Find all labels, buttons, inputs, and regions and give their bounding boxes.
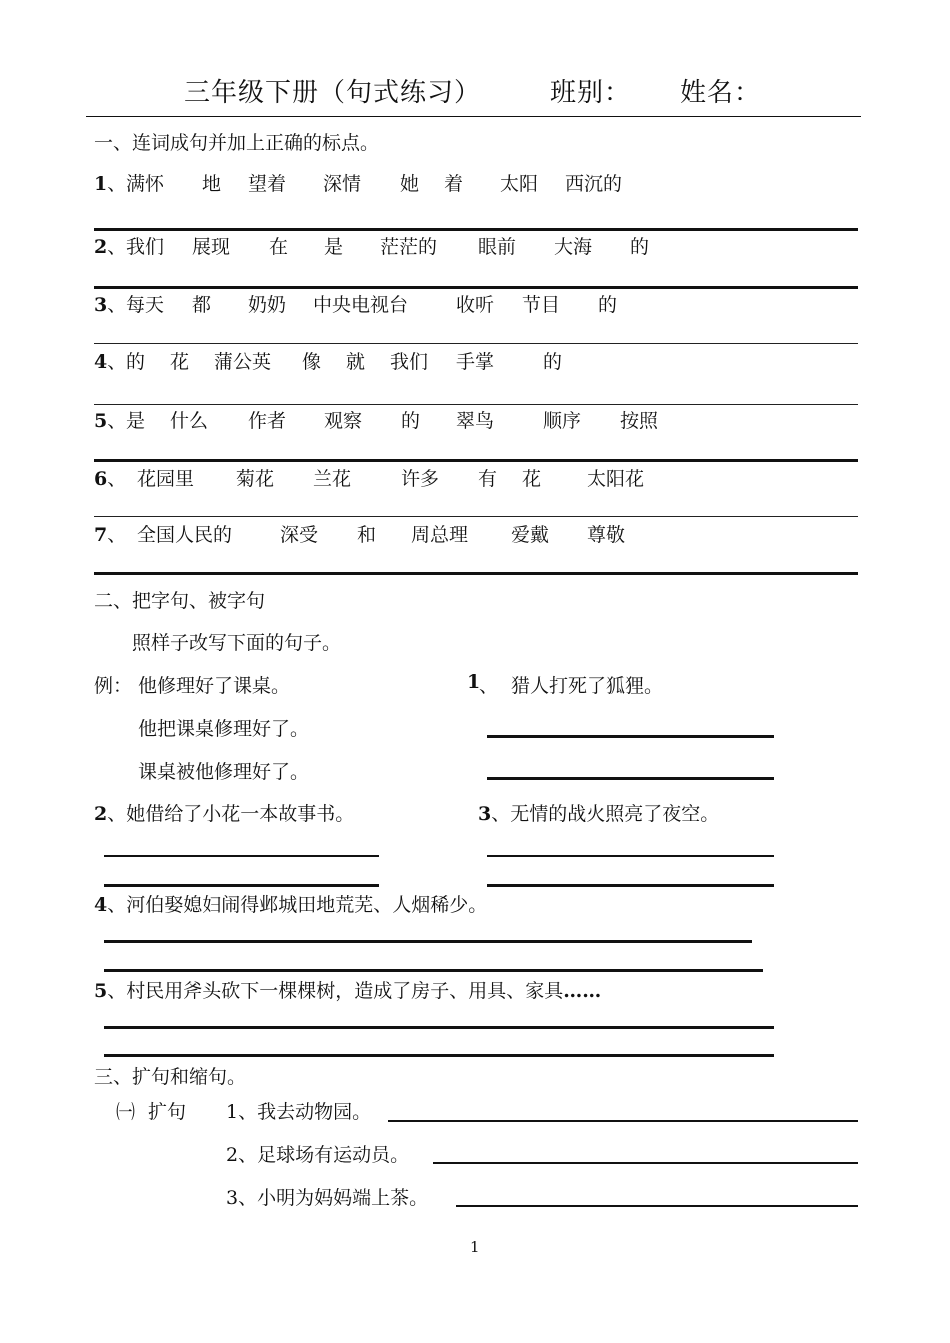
exercise-3-word: 收听 — [456, 294, 495, 316]
q1-answer-line-ba[interactable] — [487, 735, 774, 738]
section2-instruction: 照样子改写下面的句子。 — [132, 632, 342, 654]
exercise-separator: 、 — [107, 468, 127, 490]
exercise-6-word: 许多 — [401, 468, 440, 490]
exercise-separator: 、 — [107, 351, 127, 373]
q5-ellipsis: …… — [563, 980, 602, 1002]
exercise-5-word: 什么 — [170, 410, 209, 432]
exercise-6-number — [94, 464, 126, 491]
expand-item-3: 3、小明为妈妈端上茶。 — [226, 1187, 429, 1209]
exercise-1-word: 着 — [444, 173, 464, 195]
exercise-6-word: 花 — [522, 468, 542, 490]
exercise-7-word: 周总理 — [411, 524, 469, 546]
expand-answer-line-2[interactable] — [433, 1162, 858, 1164]
exercise-5-word: 观察 — [324, 410, 363, 432]
exercise-6-word: 有 — [478, 468, 498, 490]
section3-heading: 三、扩句和缩句。 — [94, 1066, 247, 1088]
exercise-4-word: 像 — [302, 351, 322, 373]
exercise-7-word: 尊敬 — [587, 524, 626, 546]
exercise-separator: 、 — [107, 236, 127, 258]
example-ba-sentence: 他把课桌修理好了。 — [138, 718, 310, 740]
class-label: 班别： — [550, 78, 632, 108]
exercise-separator: 、 — [107, 294, 127, 316]
exercise-2-word: 大海 — [554, 236, 593, 258]
exercise-separator: 、 — [107, 173, 127, 195]
exercise-6-answer-line[interactable] — [94, 516, 858, 517]
exercise-4-word: 的 — [126, 351, 146, 373]
exercise-1-word: 满怀 — [126, 173, 165, 195]
exercise-7-word: 深受 — [280, 524, 319, 546]
q2-text: 、她借给了小花一本故事书。 — [107, 803, 355, 825]
example-bei-sentence: 课桌被他修理好了。 — [138, 761, 310, 783]
exercise-6-word: 兰花 — [313, 468, 352, 490]
exercise-1-number — [94, 169, 126, 196]
exercise-5-word: 的 — [401, 410, 421, 432]
exercise-3-number — [94, 290, 126, 317]
exercise-5-answer-line[interactable] — [94, 459, 858, 462]
q3-answer-line-2[interactable] — [487, 884, 774, 887]
q5-answer-line-1[interactable] — [104, 1026, 774, 1029]
exercise-2-word: 茫茫的 — [380, 236, 438, 258]
exercise-6-word: 菊花 — [236, 468, 275, 490]
exercise-number: 4 — [94, 351, 108, 373]
q5-text: 、村民用斧头砍下一棵棵树，造成了房子、用具、家具 — [107, 980, 564, 1002]
exercise-4-word: 就 — [346, 351, 366, 373]
exercise-2-word: 展现 — [192, 236, 231, 258]
exercise-number: 2 — [94, 236, 108, 258]
exercise-separator: 、 — [107, 524, 127, 546]
exercise-number: 7 — [94, 524, 108, 546]
exercise-5-number — [94, 406, 126, 433]
q3-answer-line-1[interactable] — [487, 855, 774, 857]
exercise-5-word: 顺序 — [543, 410, 582, 432]
exercise-2-word: 在 — [269, 236, 289, 258]
expand-item-1: 1、我去动物园。 — [226, 1101, 372, 1123]
subsection-marker: ㈠ — [116, 1101, 136, 1123]
exercise-number: 6 — [94, 468, 108, 490]
page-number: 1 — [470, 1238, 480, 1256]
exercise-7-number — [94, 520, 126, 547]
q2-answer-line-1[interactable] — [104, 855, 379, 857]
exercise-3-word: 节目 — [522, 294, 561, 316]
exercise-4-word: 蒲公英 — [214, 351, 272, 373]
exercise-4-word: 的 — [543, 351, 563, 373]
exercise-number: 1 — [94, 173, 108, 195]
exercise-4-word: 我们 — [390, 351, 429, 373]
exercise-number: 5 — [94, 410, 108, 432]
exercise-1-word: 她 — [400, 173, 420, 195]
exercise-1-word: 地 — [202, 173, 222, 195]
q5-answer-line-2[interactable] — [104, 1054, 774, 1057]
q4-answer-line-1[interactable] — [104, 940, 752, 943]
exercise-1-word: 太阳 — [500, 173, 539, 195]
exercise-3-word: 中央电视台 — [313, 294, 409, 316]
expand-answer-line-3[interactable] — [456, 1205, 858, 1207]
subsection-label: 扩句 — [148, 1101, 187, 1123]
header-rule — [86, 116, 861, 117]
exercise-number: 3 — [94, 294, 108, 316]
exercise-2-number — [94, 232, 126, 259]
q1-sentence: 猎人打死了狐狸。 — [511, 675, 664, 697]
q2-sentence — [94, 799, 354, 826]
exercise-7-word: 和 — [357, 524, 377, 546]
q3-sentence — [478, 799, 719, 826]
exercise-3-word: 都 — [192, 294, 212, 316]
exercise-5-word: 作者 — [248, 410, 287, 432]
exercise-3-answer-line[interactable] — [94, 343, 858, 344]
exercise-2-word: 的 — [630, 236, 650, 258]
exercise-3-word: 奶奶 — [248, 294, 287, 316]
exercise-5-word: 翠鸟 — [456, 410, 495, 432]
exercise-4-word: 花 — [170, 351, 190, 373]
q4-sentence — [94, 890, 487, 917]
q3-text: 、无情的战火照亮了夜空。 — [491, 803, 720, 825]
q2-answer-line-2[interactable] — [104, 884, 379, 887]
exercise-2-word: 是 — [324, 236, 344, 258]
exercise-7-word: 全国人民的 — [137, 524, 233, 546]
name-label: 姓名： — [680, 78, 762, 108]
example-label: 例： — [94, 675, 133, 697]
exercise-3-word: 的 — [598, 294, 618, 316]
q1-number: 1 — [467, 671, 481, 693]
q4-text: 、河伯娶媳妇闹得邺城田地荒芜、人烟稀少。 — [107, 894, 488, 916]
q5-sentence — [94, 976, 601, 1003]
exercise-1-word: 深情 — [323, 173, 362, 195]
expand-answer-line-1[interactable] — [388, 1120, 858, 1122]
exercise-separator: 、 — [107, 410, 127, 432]
section1-heading: 一、连词成句并加上正确的标点。 — [94, 132, 380, 154]
worksheet-title: 三年级下册（句式练习） — [184, 78, 482, 108]
exercise-7-word: 爱戴 — [511, 524, 550, 546]
q1-separator: 、 — [479, 675, 499, 697]
exercise-2-answer-line[interactable] — [94, 286, 858, 289]
q2-number: 2 — [94, 803, 108, 825]
q3-number: 3 — [478, 803, 492, 825]
exercise-3-word: 每天 — [126, 294, 165, 316]
exercise-6-word: 花园里 — [137, 468, 195, 490]
exercise-2-word: 眼前 — [478, 236, 517, 258]
exercise-1-answer-line[interactable] — [94, 228, 858, 231]
exercise-1-word: 西沉的 — [565, 173, 623, 195]
example-sentence: 他修理好了课桌。 — [138, 675, 291, 697]
q5-number: 5 — [94, 980, 108, 1002]
q4-number: 4 — [94, 894, 108, 916]
exercise-5-word: 是 — [126, 410, 146, 432]
exercise-2-word: 我们 — [126, 236, 165, 258]
section2-heading: 二、把字句、被字句 — [94, 590, 266, 612]
q1-answer-line-bei[interactable] — [487, 777, 774, 780]
exercise-4-number — [94, 347, 126, 374]
expand-item-2: 2、足球场有运动员。 — [226, 1144, 410, 1166]
exercise-5-word: 按照 — [620, 410, 659, 432]
exercise-7-answer-line[interactable] — [94, 572, 858, 575]
q4-answer-line-2[interactable] — [104, 969, 763, 972]
exercise-6-word: 太阳花 — [587, 468, 645, 490]
exercise-4-word: 手掌 — [456, 351, 495, 373]
exercise-4-answer-line[interactable] — [94, 404, 858, 405]
exercise-1-word: 望着 — [248, 173, 287, 195]
